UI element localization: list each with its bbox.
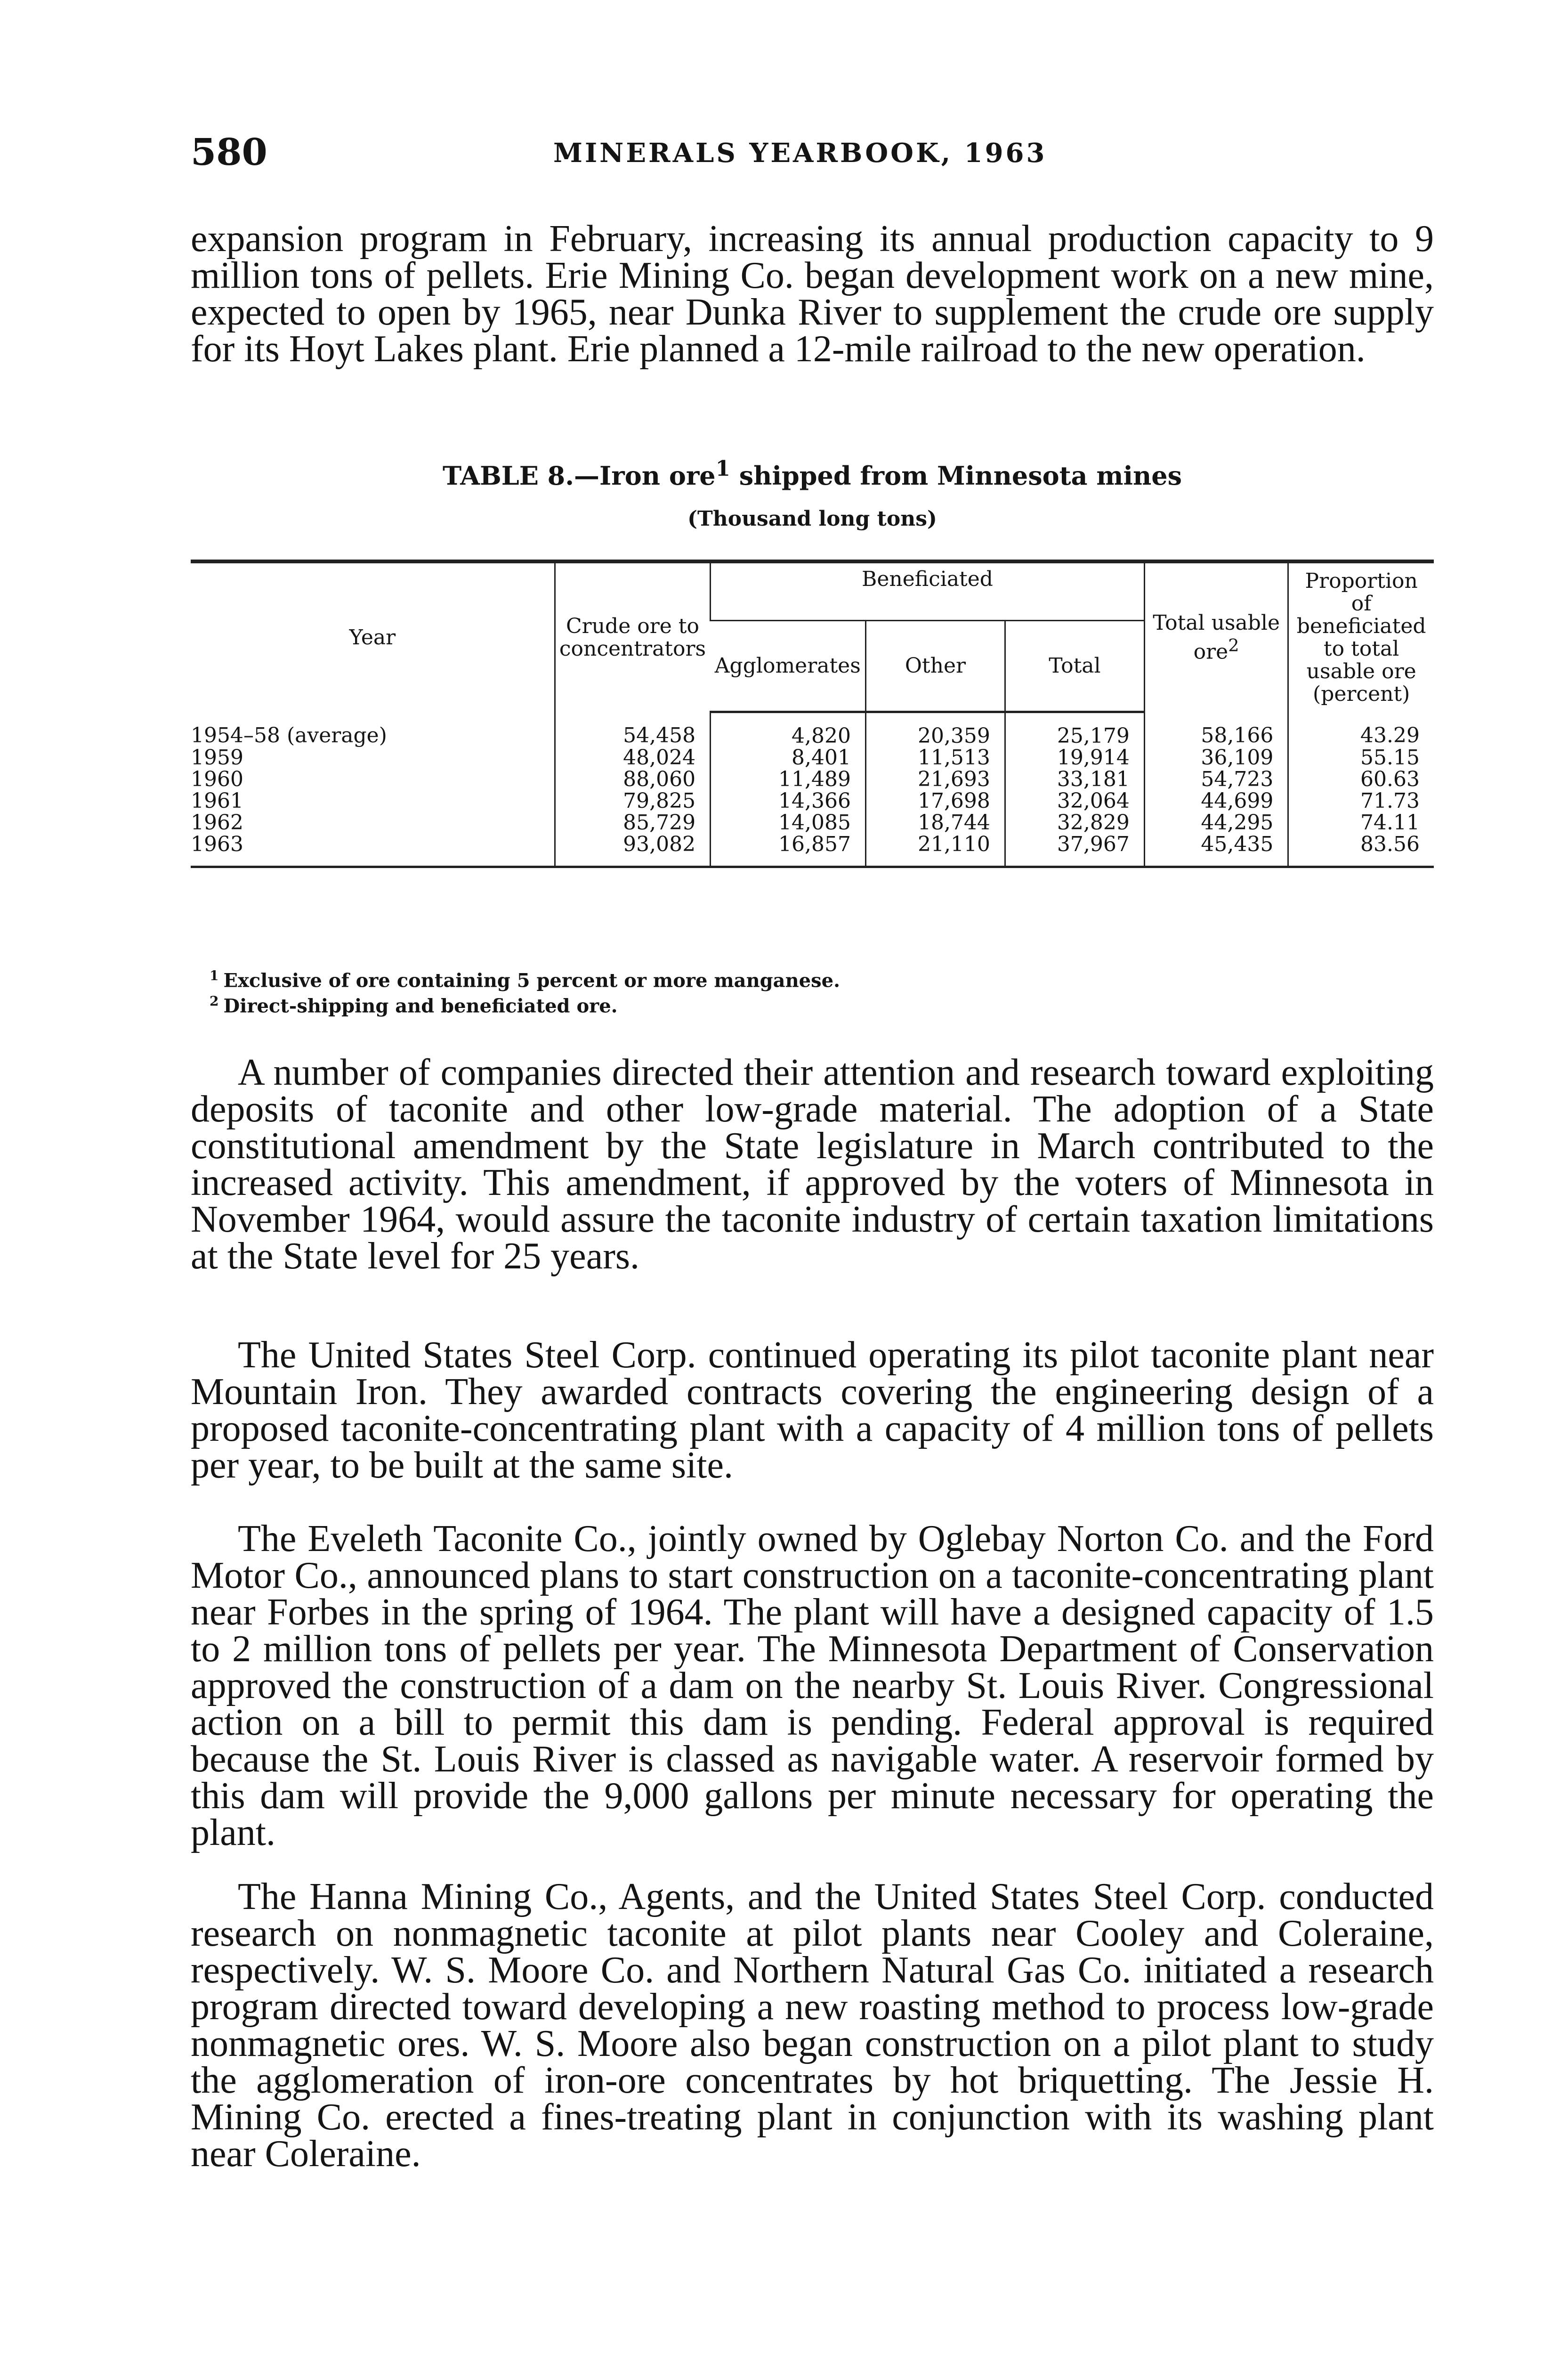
paragraph-us-steel: The United States Steel Corp. continued operating its pilot taconite plant near Mountain Iron. They awarded contracts covering the engineering design of a proposed taconite-concentrating plant with a capacity of 4 million tons of pellets per year, to be built at the same site. (191, 1334, 1434, 1486)
cell-proportion: 55.15 (1288, 747, 1434, 769)
cell-other: 18,744 (865, 812, 1005, 834)
cell-proportion: 60.63 (1288, 769, 1434, 790)
cell-total-usable: 45,435 (1144, 834, 1288, 867)
table-unit: (Thousand long tons) (687, 507, 937, 531)
cell-total-usable: 44,295 (1144, 812, 1288, 834)
cell-year: 1954–58 (average) (191, 723, 387, 747)
cell-agglomerates: 8,401 (711, 747, 866, 769)
cell-year: 1960 (191, 769, 243, 790)
cell-total-usable: 36,109 (1144, 747, 1288, 769)
cell-total: 37,967 (1005, 834, 1144, 867)
cell-crude: 88,060 (555, 769, 710, 790)
header-total: Total (1005, 621, 1144, 712)
cell-other: 21,110 (865, 834, 1005, 867)
header-year: Year (191, 561, 555, 712)
table-row (191, 812, 1434, 834)
cell-year: 1961 (191, 790, 243, 812)
cell-proportion: 74.11 (1288, 812, 1434, 834)
cell-other: 17,698 (865, 790, 1005, 812)
cell-total: 32,064 (1005, 790, 1144, 812)
header-total-usable: Total usable ore$^2$ (1144, 561, 1288, 712)
cell-crude: 54,458 (555, 712, 710, 747)
cell-total-usable: 44,699 (1144, 790, 1288, 812)
cell-year: 1959 (191, 747, 243, 769)
header-agglomerates: Agglomerates (711, 621, 866, 712)
table-title: TABLE 8.—Iron ore$^1$ shipped from Minnesota mines (442, 456, 1182, 491)
cell-proportion: 43.29 (1288, 712, 1434, 747)
footnote: $^1$ Exclusive of ore containing 5 percent or more manganese. (210, 968, 840, 992)
running-head (191, 131, 1431, 178)
footnote-mark: 1 (715, 456, 730, 481)
header-other: Other (865, 621, 1005, 712)
cell-total-usable: 58,166 (1144, 712, 1288, 747)
paragraph-hanna-mining: The Hanna Mining Co., Agents, and the United States Steel Corp. conducted research on nonmagnetic taconite at pilot plants near Cooley and Coleraine, respectively. W. S. Moore Co. and Northern Natural Gas Co. initiated a research program directed toward developing a new roasting method to process low-grade nonmagnetic ores. W. S. Moore also began construction on a pilot plant to study the agglomeration of iron-ore concentrates by hot briquetting. The Jessie H. Mining Co. erected a fines-treating plant in conjunction with its washing plant near Coleraine. (191, 1876, 1434, 2175)
page-number: 580 (191, 131, 267, 174)
cell-total: 33,181 (1005, 769, 1144, 790)
cell-proportion: 83.56 (1288, 834, 1434, 867)
paragraph-eveleth-taconite: The Eveleth Taconite Co., jointly owned by Oglebay Norton Co. and the Ford Motor Co., announced plans to start construction on a taconite-concentrating plant near Forbes in the spring of 1964. The plant will have a designed capacity of 1.5 to 2 million tons of pellets per year. The Minnesota Department of Conservation approved the construction of a dam on the nearby St. Louis River. Congressional action on a bill to permit this dam is pending. Federal approval is required because the St. Louis River is classed as navigable water. A reservoir formed by this dam will provide the 9,000 gallons per minute necessary for operating the plant. (191, 1518, 1434, 1853)
cell-agglomerates: 4,820 (711, 712, 866, 747)
header-crude-ore: Crude ore to concentrators (555, 561, 710, 712)
cell-agglomerates: 11,489 (711, 769, 866, 790)
cell-crude: 85,729 (555, 812, 710, 834)
cell-other: 11,513 (865, 747, 1005, 769)
table-row (191, 747, 1434, 769)
cell-crude: 93,082 (555, 834, 710, 867)
paragraph-taconite-research: A number of companies directed their attention and research toward exploiting deposits of taconite and other low-grade material. The adoption of a State constitutional amendment by the State legislature in March contributed to the increased activity. This amendment, if approved by the voters of Minnesota in November 1964, would assure the taconite industry of certain taxation limitations at the State level for 25 years. (191, 1052, 1434, 1277)
cell-year: 1963 (191, 834, 555, 867)
cell-total-usable: 54,723 (1144, 769, 1288, 790)
table-footnotes (191, 966, 1434, 1017)
header-proportion: Proportion of beneficiated to total usable ore (percent) (1288, 561, 1434, 712)
footnote: $^2$ Direct-shipping and beneficiated ore. (210, 993, 618, 1017)
running-title: MINERALS YEARBOOK, 1963 (553, 138, 1047, 169)
cell-other: 21,693 (865, 769, 1005, 790)
cell-year: 1962 (191, 812, 243, 834)
cell-other: 20,359 (865, 712, 1005, 747)
header-beneficiated: Beneficiated (711, 561, 1145, 621)
cell-crude: 48,024 (555, 747, 710, 769)
table-row (191, 712, 1434, 747)
cell-total: 25,179 (1005, 712, 1144, 747)
cell-agglomerates: 14,366 (711, 790, 866, 812)
paragraph-erie-mining: expansion program in February, increasing its annual production capacity to 9 million tons of pellets. Erie Mining Co. began development work on a new mine, expected to open by 1965, near Dunka River to supplement the crude ore supply for its Hoyt Lakes plant. Erie planned a 12-mile railroad to the new operation. (191, 218, 1434, 370)
cell-agglomerates: 16,857 (711, 834, 866, 867)
iron-ore-table (191, 560, 1434, 868)
cell-total: 32,829 (1005, 812, 1144, 834)
table-row (191, 790, 1434, 812)
table-row (191, 769, 1434, 790)
table-row (191, 834, 1434, 867)
cell-agglomerates: 14,085 (711, 812, 866, 834)
cell-proportion: 71.73 (1288, 790, 1434, 812)
cell-total: 19,914 (1005, 747, 1144, 769)
cell-crude: 79,825 (555, 790, 710, 812)
